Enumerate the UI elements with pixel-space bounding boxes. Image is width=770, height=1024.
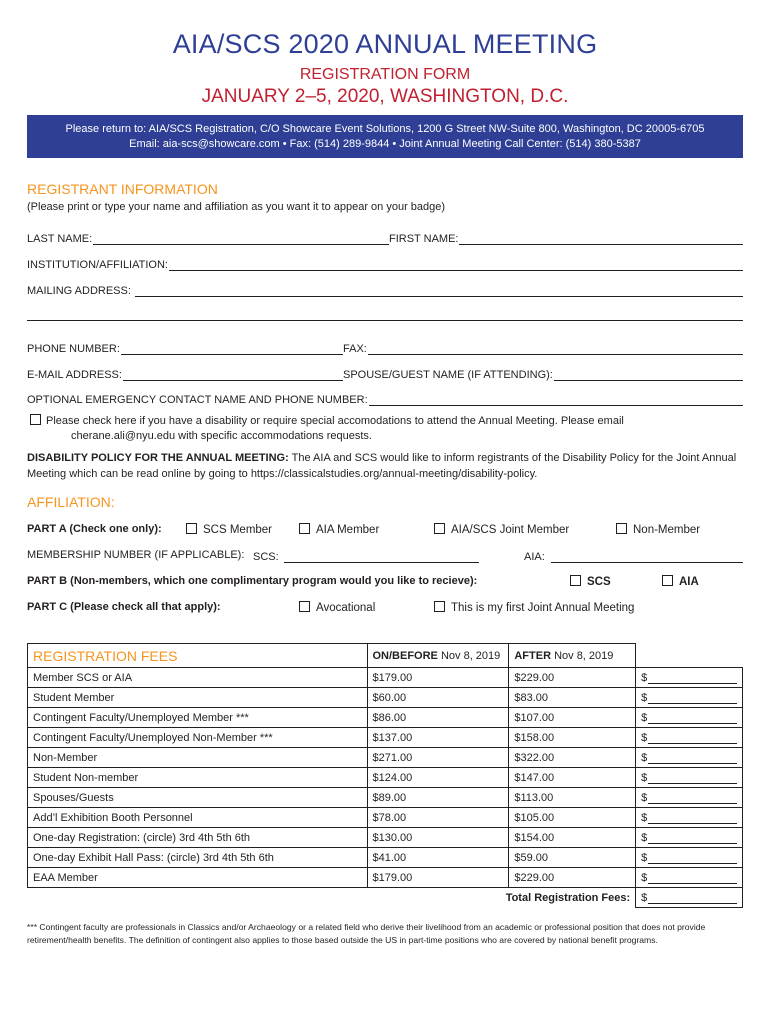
affiliation-section-title: AFFILIATION: xyxy=(27,494,115,510)
after-header-date: Nov 8, 2019 xyxy=(551,649,614,662)
email-line[interactable] xyxy=(123,371,343,381)
part-a-label: PART A (Check one only): xyxy=(27,523,162,535)
spouse-field[interactable] xyxy=(343,367,743,381)
option-joint-member[interactable] xyxy=(434,523,569,536)
fee-before: $137.00 xyxy=(367,728,509,748)
fax-label: FAX: xyxy=(343,343,367,355)
fee-after: $158.00 xyxy=(509,728,636,748)
fee-category: Spouses/Guests xyxy=(28,788,368,808)
return-address: Please return to: AIA/SCS Registration, C/O Showcare Event Solutions, 1200 G Street NW-Suite 800, Washington, DC 20005-6705 xyxy=(65,123,705,135)
before-header-date: Nov 8, 2019 xyxy=(437,649,501,662)
fee-after: $147.00 xyxy=(509,768,636,788)
fee-before: $41.00 xyxy=(367,848,509,868)
fee-after: $59.00 xyxy=(509,848,636,868)
registrant-section-title: REGISTRANT INFORMATION xyxy=(27,181,218,197)
fee-amount-cell[interactable] xyxy=(636,848,743,868)
fee-before: $179.00 xyxy=(367,668,509,688)
aia-member-checkbox[interactable] xyxy=(299,523,310,534)
fee-category: Non-Member xyxy=(28,748,368,768)
mailing-address-line-2[interactable] xyxy=(27,310,743,321)
fee-dollar: $ xyxy=(641,751,648,764)
fee-category: Add’l Exhibition Booth Personnel xyxy=(28,808,368,828)
fee-before: $130.00 xyxy=(367,828,509,848)
fee-category: Student Non-member xyxy=(28,768,368,788)
last-name-line[interactable] xyxy=(93,235,389,245)
fee-category: One-day Exhibit Hall Pass: (circle) 3rd 4th 5th 6th xyxy=(28,848,368,868)
fee-row xyxy=(28,868,743,888)
first-name-line[interactable] xyxy=(459,235,743,245)
non-member-checkbox[interactable] xyxy=(616,523,627,534)
scs-number-field[interactable] xyxy=(253,549,479,563)
disability-policy-label: DISABILITY POLICY FOR THE ANNUAL MEETING: xyxy=(27,452,289,464)
emergency-contact-field[interactable] xyxy=(27,392,743,406)
fee-dollar: $ xyxy=(641,691,648,704)
fee-amount-line[interactable] xyxy=(648,673,737,684)
contingent-faculty-footnote: *** Contingent faculty are professionals in Classics and/or Archaeology or a related field who derive their livelihood from an academic or professional position that does not provide retirement/health benefits. The definition of contingent also applies to those based outside the US in part-time positions who are covered by national benefit programs. xyxy=(27,922,706,945)
last-name-field[interactable] xyxy=(27,231,389,245)
joint-member-checkbox[interactable] xyxy=(434,523,445,534)
fee-amount-cell[interactable] xyxy=(636,688,743,708)
fee-before: $89.00 xyxy=(367,788,509,808)
spouse-line[interactable] xyxy=(554,371,743,381)
aia-number-label: AIA: xyxy=(524,551,545,563)
disability-check-row xyxy=(30,414,743,444)
mailing-address-line[interactable] xyxy=(135,287,743,297)
return-banner xyxy=(27,115,743,158)
option-non-member[interactable] xyxy=(616,523,700,536)
fees-title-cell xyxy=(28,644,368,668)
fee-before: $86.00 xyxy=(367,708,509,728)
event-dates: JANUARY 2–5, 2020, WASHINGTON, D.C. xyxy=(201,86,569,107)
fee-amount-cell[interactable] xyxy=(636,828,743,848)
fee-amount-cell[interactable] xyxy=(636,768,743,788)
fee-dollar: $ xyxy=(641,871,648,884)
fee-category: Student Member xyxy=(28,688,368,708)
before-header-bold: ON/BEFORE xyxy=(372,649,438,662)
fee-dollar: $ xyxy=(641,831,648,844)
membership-number-label: MEMBERSHIP NUMBER (IF APPLICABLE): xyxy=(27,549,245,561)
form-subtitle: REGISTRATION FORM xyxy=(299,66,471,83)
program-scs-checkbox[interactable] xyxy=(570,575,581,586)
fee-category: Member SCS or AIA xyxy=(28,668,368,688)
fee-rows xyxy=(28,668,743,888)
form-title: AIA/SCS 2020 ANNUAL MEETING xyxy=(172,29,598,59)
mailing-address-label: MAILING ADDRESS: xyxy=(27,285,131,297)
total-amount-cell[interactable] xyxy=(636,888,743,908)
fee-category: One-day Registration: (circle) 3rd 4th 5th 6th xyxy=(28,828,368,848)
fee-after: $113.00 xyxy=(509,788,636,808)
after-header xyxy=(509,644,636,668)
fee-category: EAA Member xyxy=(28,868,368,888)
first-meeting-checkbox[interactable] xyxy=(434,601,445,612)
fee-row xyxy=(28,728,743,748)
institution-field[interactable] xyxy=(27,257,743,271)
first-name-field[interactable] xyxy=(389,231,743,245)
scs-number-line[interactable] xyxy=(284,553,479,563)
disability-policy-text: The AIA and SCS would like to inform registrants of the Disability Policy for the Joint Annual Meeting which can be read online by going to https://classicalstudies.org/annual-meeting/disability-policy. xyxy=(27,452,737,480)
fees-title: REGISTRATION FEES xyxy=(33,647,178,664)
emergency-contact-label: OPTIONAL EMERGENCY CONTACT NAME AND PHONE NUMBER: xyxy=(27,394,368,406)
scs-member-checkbox[interactable] xyxy=(186,523,197,534)
aia-member-label: AIA Member xyxy=(316,524,380,536)
fee-dollar: $ xyxy=(641,711,648,724)
fee-amount-cell[interactable] xyxy=(636,788,743,808)
joint-member-label: AIA/SCS Joint Member xyxy=(451,524,570,536)
fee-after: $229.00 xyxy=(509,868,636,888)
fee-dollar: $ xyxy=(641,731,648,744)
spouse-label: SPOUSE/GUEST NAME (IF ATTENDING): xyxy=(343,369,553,381)
part-c-label: PART C (Please check all that apply): xyxy=(27,601,221,613)
fee-before: $179.00 xyxy=(367,868,509,888)
emergency-contact-line[interactable] xyxy=(369,396,743,406)
aia-number-field[interactable] xyxy=(524,549,743,563)
fee-amount-line[interactable] xyxy=(648,793,737,804)
fee-amount-line[interactable] xyxy=(648,733,737,744)
disability-policy xyxy=(27,450,743,482)
fee-after: $154.00 xyxy=(509,828,636,848)
part-b-label: PART B (Non-members, which one complimentary program would you like to recieve): xyxy=(27,575,478,587)
non-member-label: Non-Member xyxy=(633,524,701,536)
total-label: Total Registration Fees: xyxy=(367,888,636,908)
first-name-label: FIRST NAME: xyxy=(389,233,459,245)
disability-check-text-1: Please check here if you have a disability or require special accomodations to attend the Annual Meeting. Please email xyxy=(46,415,624,427)
email-label: E-MAIL ADDRESS: xyxy=(27,369,122,381)
amount-header xyxy=(636,644,743,668)
fee-after: $229.00 xyxy=(509,668,636,688)
fee-amount-line[interactable] xyxy=(648,873,737,884)
fees-header-row xyxy=(28,644,743,668)
registrant-note: (Please print or type your name and affiliation as you want it to appear on your badge) xyxy=(27,201,446,213)
disability-check-text-2: cherane.ali@nyu.edu with specific accommodations requests. xyxy=(71,430,372,442)
total-dollar: $ xyxy=(641,891,648,904)
fee-row xyxy=(28,668,743,688)
total-amount-line[interactable] xyxy=(648,893,737,904)
email-field[interactable] xyxy=(27,367,343,381)
total-spacer xyxy=(28,888,368,908)
avocational-label: Avocational xyxy=(316,602,376,614)
fee-row xyxy=(28,688,743,708)
fee-amount-line[interactable] xyxy=(648,773,737,784)
fee-before: $271.00 xyxy=(367,748,509,768)
option-avocational[interactable] xyxy=(299,601,375,614)
last-name-label: LAST NAME: xyxy=(27,233,93,245)
avocational-checkbox[interactable] xyxy=(299,601,310,612)
option-program-aia[interactable] xyxy=(662,575,699,588)
fee-category: Contingent Faculty/Unemployed Non-Member *** xyxy=(28,728,368,748)
fee-amount-cell[interactable] xyxy=(636,668,743,688)
fee-after: $322.00 xyxy=(509,748,636,768)
after-header-bold: AFTER xyxy=(514,649,552,662)
phone-line[interactable] xyxy=(121,345,343,355)
fax-field[interactable] xyxy=(343,341,743,355)
institution-line[interactable] xyxy=(169,261,743,271)
fee-dollar: $ xyxy=(641,771,648,784)
scs-member-label: SCS Member xyxy=(203,524,273,536)
fee-row xyxy=(28,748,743,768)
fee-category: Contingent Faculty/Unemployed Member *** xyxy=(28,708,368,728)
fee-amount-line[interactable] xyxy=(648,813,737,824)
fee-row xyxy=(28,828,743,848)
fee-row xyxy=(28,848,743,868)
fee-row xyxy=(28,708,743,728)
program-scs-label: SCS xyxy=(587,576,611,588)
program-aia-label: AIA xyxy=(679,576,699,588)
fee-before: $124.00 xyxy=(367,768,509,788)
fee-row xyxy=(28,808,743,828)
institution-label: INSTITUTION/AFFILIATION: xyxy=(27,259,168,271)
program-aia-checkbox[interactable] xyxy=(662,575,673,586)
contact-info: Email: aia-scs@showcare.com • Fax: (514) 289-9844 • Joint Annual Meeting Call Center: (514) 380-5387 xyxy=(129,138,641,150)
fee-row xyxy=(28,788,743,808)
fee-amount-cell[interactable] xyxy=(636,708,743,728)
disability-checkbox[interactable] xyxy=(30,414,41,425)
aia-number-line[interactable] xyxy=(551,553,743,563)
fee-dollar: $ xyxy=(641,671,648,684)
fee-after: $107.00 xyxy=(509,708,636,728)
mailing-address-field[interactable] xyxy=(27,283,743,297)
first-meeting-label: This is my first Joint Annual Meeting xyxy=(451,602,635,614)
before-header xyxy=(367,644,509,668)
fee-amount-cell[interactable] xyxy=(636,728,743,748)
phone-label: PHONE NUMBER: xyxy=(27,343,120,355)
phone-field[interactable] xyxy=(27,341,343,355)
option-first-meeting[interactable] xyxy=(434,601,634,614)
fee-amount-line[interactable] xyxy=(648,853,737,864)
fee-amount-line[interactable] xyxy=(648,753,737,764)
option-program-scs[interactable] xyxy=(570,575,611,588)
fee-amount-line[interactable] xyxy=(648,833,737,844)
scs-number-label: SCS: xyxy=(253,551,279,563)
registration-fees-table xyxy=(27,643,743,908)
fee-dollar: $ xyxy=(641,811,648,824)
fee-dollar: $ xyxy=(641,851,648,864)
fee-amount-line[interactable] xyxy=(648,693,737,704)
option-aia-member[interactable] xyxy=(299,523,379,536)
fee-amount-cell[interactable] xyxy=(636,748,743,768)
total-row xyxy=(28,888,743,908)
fee-before: $60.00 xyxy=(367,688,509,708)
fee-before: $78.00 xyxy=(367,808,509,828)
fee-dollar: $ xyxy=(641,791,648,804)
fee-after: $83.00 xyxy=(509,688,636,708)
option-scs-member[interactable] xyxy=(186,523,272,536)
fee-row xyxy=(28,768,743,788)
fee-after: $105.00 xyxy=(509,808,636,828)
fax-line[interactable] xyxy=(368,345,743,355)
fee-amount-cell[interactable] xyxy=(636,868,743,888)
fee-amount-line[interactable] xyxy=(648,713,737,724)
fee-amount-cell[interactable] xyxy=(636,808,743,828)
